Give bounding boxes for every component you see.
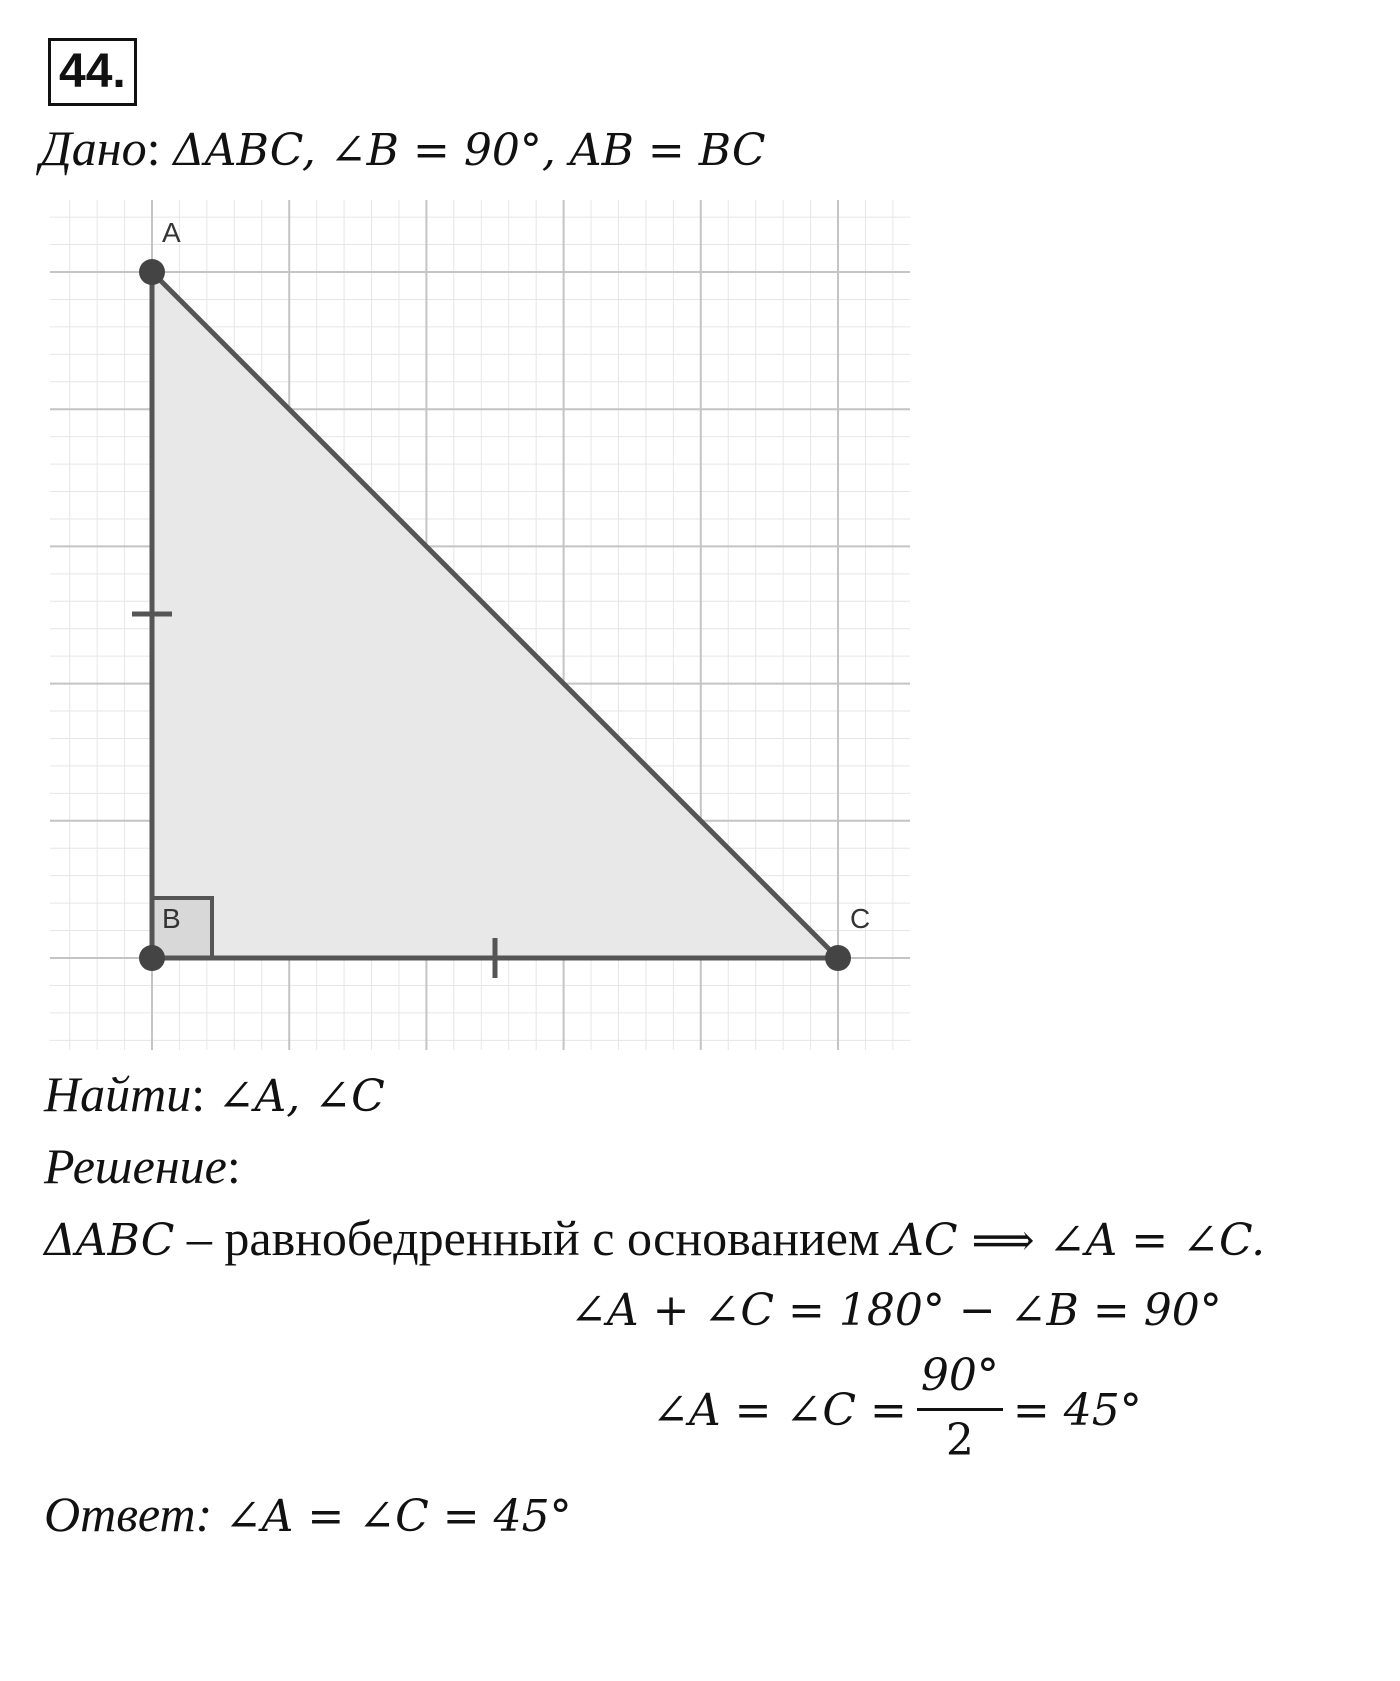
- solution-line3-left: ∠A = ∠C =: [652, 1385, 907, 1436]
- label-c: C: [850, 903, 871, 934]
- answer-label: Ответ:: [44, 1486, 213, 1542]
- solution-heading: [44, 1136, 241, 1196]
- find-statement: ∠A, ∠C: [217, 1071, 385, 1122]
- solution-line-3: [652, 1350, 1142, 1471]
- given-line: [40, 118, 766, 181]
- solution-line1-math-start: ΔABC: [44, 1215, 175, 1266]
- solution-label: Решение: [44, 1138, 227, 1194]
- fraction-numerator: 90°: [917, 1350, 1003, 1411]
- find-label: Найти: [44, 1066, 192, 1122]
- solution-line2: ∠A + ∠C = 180° − ∠B = 90°: [570, 1285, 1222, 1336]
- solution-line1-math-end: AC ⟹ ∠A = ∠C.: [892, 1215, 1266, 1266]
- solution-line3-fraction: [917, 1350, 1003, 1471]
- given-label: Дано: [40, 120, 147, 176]
- solution-line1-text: – равнобедренный с основанием: [174, 1210, 893, 1266]
- find-colon: :: [191, 1066, 206, 1122]
- problem-number: 44.: [48, 38, 137, 106]
- point-b: [139, 945, 165, 971]
- point-a: [139, 259, 165, 285]
- solution-line-2: [570, 1278, 1222, 1341]
- find-line: [44, 1064, 385, 1127]
- solution-line3-right: = 45°: [1012, 1385, 1142, 1436]
- label-b: B: [162, 903, 181, 934]
- given-colon: :: [146, 120, 161, 176]
- answer-statement: ∠A = ∠C = 45°: [224, 1491, 572, 1542]
- given-statement: ΔABC, ∠B = 90°, AB = BC: [173, 125, 766, 176]
- answer-line: [44, 1484, 572, 1547]
- triangle-figure: [50, 200, 970, 1070]
- solution-line-1: [44, 1208, 1265, 1271]
- label-a: A: [162, 217, 181, 248]
- solution-colon: :: [226, 1138, 241, 1194]
- point-c: [825, 945, 851, 971]
- fraction-denominator: 2: [945, 1415, 974, 1466]
